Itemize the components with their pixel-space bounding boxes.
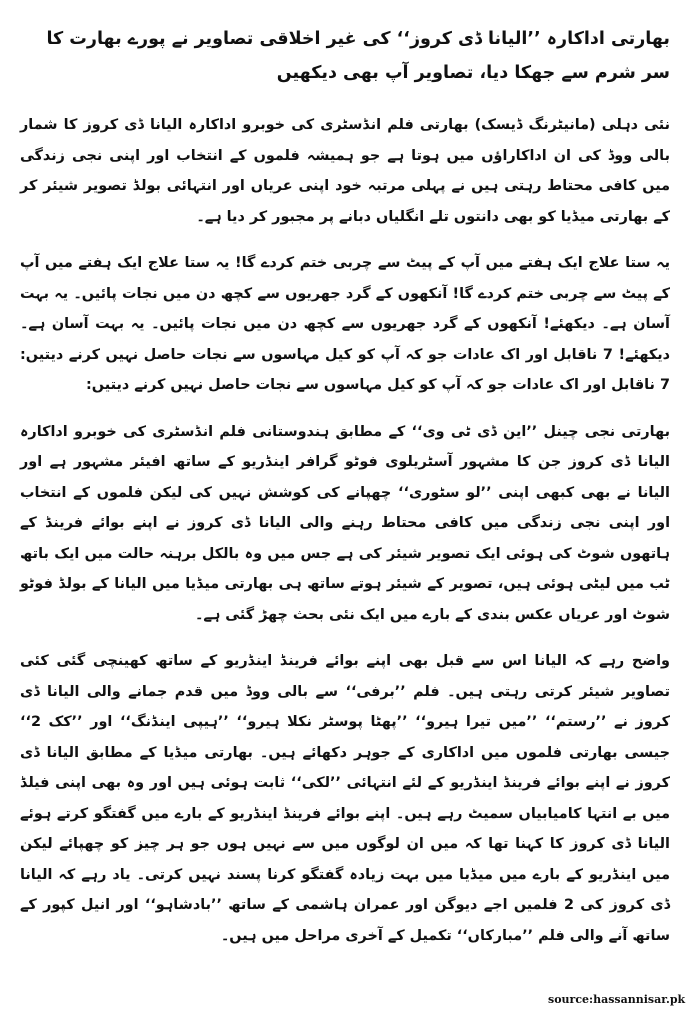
article-paragraph-intro: نئی دہلی (مانیٹرنگ ڈیسک) بھارتی فلم انڈسٹری کی خوبرو اداکارہ الیانا ڈی کروز کا شمار بالی ووڈ کی ان اداکاراؤں میں ہوتا ہے جو ہمیشہ فلموں کے انتخاب اور اپنی نجی زندگی میں کافی محتاط رہتی ہیں نے پہلی مرتبہ خود اپنی عریاں اور انتہائی بولڈ تصویر شیئر کر کے بھارتی میڈیا کو بھی دانتوں تلے انگلیاں دبانے پر مجبور کر دیا ہے۔ [20, 117, 670, 225]
article-paragraph-promo: یہ ستا علاج ایک ہفتے میں آپ کے پیٹ سے چربی ختم کردے گا! یہ ستا علاج ایک ہفتے میں آپ کے پیٹ سے چربی ختم کردے گا! آنکھوں کے گرد جھریوں سے کچھ دن میں نجات پائیں۔ یہ بہت آسان ہے۔ دیکھئے! آنکھوں کے گرد جھریوں سے کچھ دن میں نجات پائیں۔ یہ بہت آسان ہے۔ دیکھئے! 7 ناقابل اور اک عادات جو کہ آپ کو کیل مہاسوں سے نجات حاصل نہیں کرنے دیتیں: 7 ناقابل اور اک عادات جو کہ آپ کو کیل مہاسوں سے نجات حاصل نہیں کرنے دیتیں: [20, 255, 670, 393]
source-credit: source:hassannisar.pk [548, 993, 686, 1006]
article-paragraph-background: واضح رہے کہ الیانا اس سے قبل بھی اپنے بوائے فرینڈ اینڈریو کے ساتھ کھینچی گئی کئی تصاویر شیئر کرتی رہتی ہیں۔ فلم ’’برفی‘‘ سے بالی ووڈ میں قدم جمانے والی الیانا ڈی کروز نے ’’رستم‘‘ ’’میں تیرا ہیرو‘‘ ’’پھٹا پوسٹر نکلا ہیرو‘‘ ’’ہیپی اینڈنگ‘‘ اور ’’کک 2‘‘ جیسی بھارتی فلموں میں اداکاری کے جوہر دکھائے ہیں۔ بھارتی میڈیا کے مطابق الیانا ڈی کروز نے اپنے بوائے فرینڈ اینڈریو کے لئے انتہائی ’’لکی‘‘ ثابت ہوئی ہیں اور وہ بھی اپنی فیلڈ میں بے انتہا کامیابیاں سمیٹ رہے ہیں۔ اپنے بوائے فرینڈ اینڈریو کے بارے میں گفتگو کرتے ہوئے الیانا ڈی کروز کا کہنا تھا کہ میں ان لوگوں میں سے نہیں ہوں جو ہر چیز کو چھپائے لیکن میں اینڈریو کے بارے میں میڈیا میں بہت زیادہ گفتگو کرنا پسند نہیں کرتی۔ یاد رہے کہ الیانا ڈی کروز کی 2 فلمیں اجے دیوگن اور عمران ہاشمی کے ساتھ ’’بادشاہو‘‘ اور انیل کپور کے ساتھ آنے والی فلم ’’مبارکاں‘‘ تکمیل کے آخری مراحل میں ہیں۔ [20, 653, 671, 944]
article-paragraph-report: بھارتی نجی چینل ’’این ڈی ٹی وی‘‘ کے مطابق ہندوستانی فلم انڈسٹری کی خوبرو اداکارہ الیانا ڈی کروز جن کا مشہور آسٹریلوی فوٹو گرافر اینڈریو کے ساتھ افیئر مشہور ہے اور الیانا نے بھی کبھی اپنی ’’لو سٹوری‘‘ چھپانے کی کوشش نہیں کی لیکن فلموں کے انتخاب اور اپنی نجی زندگی میں کافی محتاط رہنے والی الیانا ڈی کروز نے اپنے بوائے فرینڈ کے ہاتھوں شوٹ کی ہوئی ایک تصویر شیئر کی ہے جس میں وہ بالکل برہنہ حالت میں ایک باتھ ٹب میں لیٹی ہوئی ہیں، تصویر کے شیئر ہوتے ساتھ ہی بھارتی میڈیا میں الیانا کے بولڈ فوٹو شوٹ اور عریاں عکس بندی کے بارے میں ایک نئی بحث چھڑ گئی ہے۔ [20, 423, 670, 623]
article [20, 22, 670, 967]
article-headline: بھارتی اداکارہ ’’الیانا ڈی کروز‘‘ کی غیر اخلاقی تصاویر نے پورے بھارت کا سر شرم سے جھکا دیا، تصاویر آپ بھی دیکھیں [46, 29, 670, 83]
